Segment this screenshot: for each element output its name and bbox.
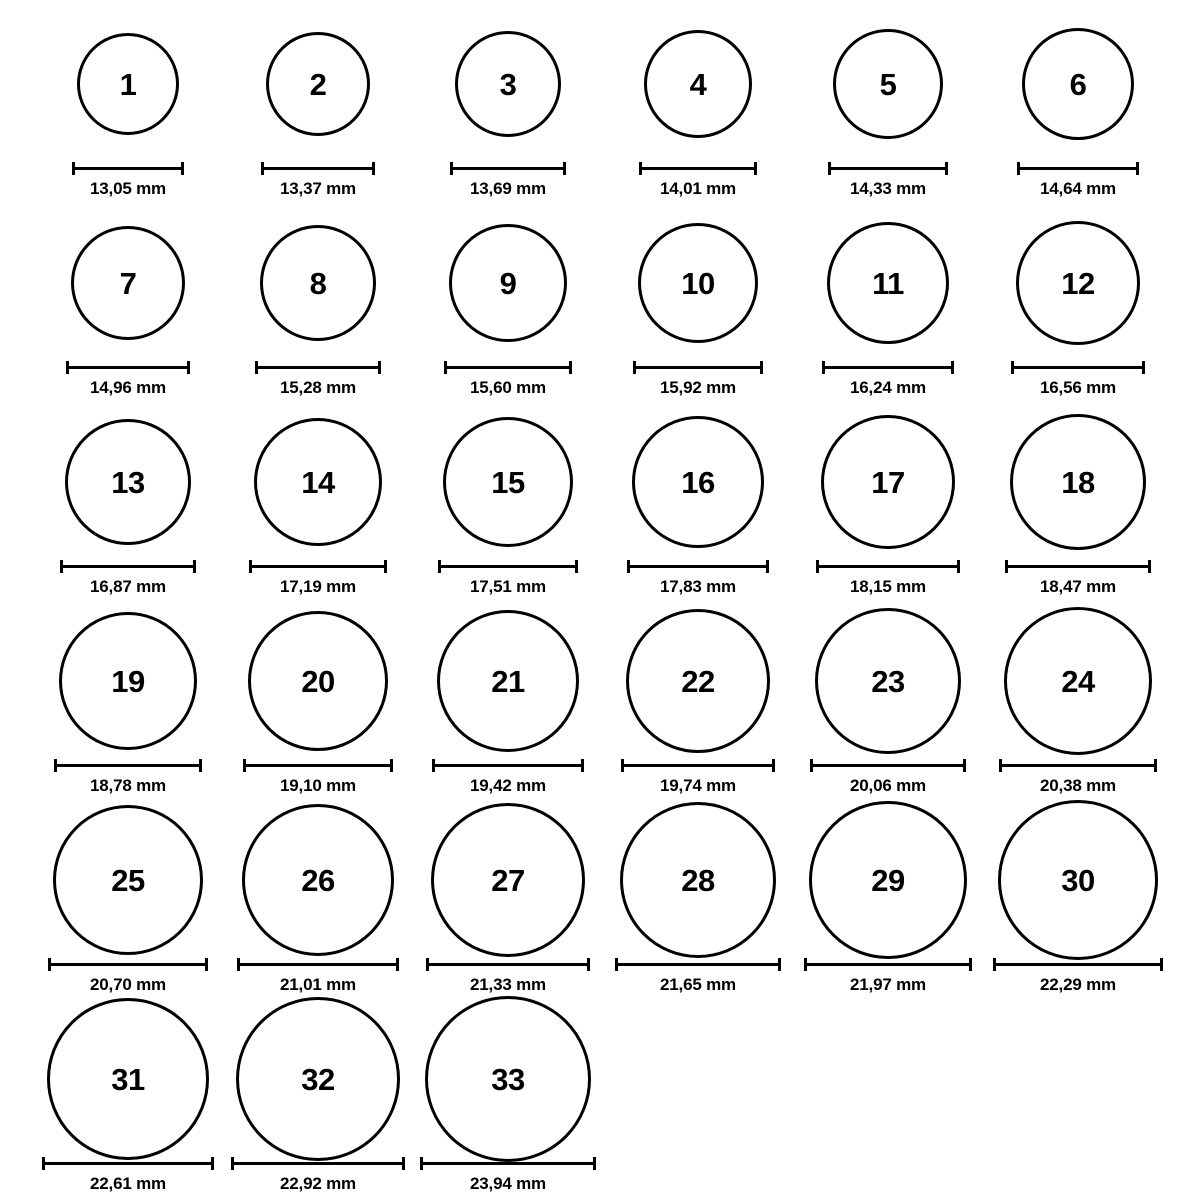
ring-size-cell <box>33 1003 223 1202</box>
measure-line-icon <box>237 963 399 966</box>
ring-size-number: 16 <box>681 464 715 500</box>
ring-circle-wrap <box>603 605 793 757</box>
measure-cap-left-icon <box>615 958 618 971</box>
ring-circle <box>260 225 376 341</box>
ring-circle-wrap <box>603 804 793 956</box>
ring-circle-wrap <box>223 406 413 558</box>
measure-line-icon <box>426 963 590 966</box>
ring-size-number: 15 <box>491 464 525 500</box>
ring-size-cell <box>793 605 983 804</box>
measure-cap-left-icon <box>621 759 624 772</box>
ring-circle <box>1004 607 1152 755</box>
measure-line-icon <box>72 167 184 170</box>
measure-cap-right-icon <box>957 560 960 573</box>
measure-line-icon <box>231 1162 405 1165</box>
measure-line-icon <box>450 167 566 170</box>
measure-line-icon <box>42 1162 214 1165</box>
diameter-measure-bar <box>639 162 757 174</box>
diameter-measure-bar <box>633 361 763 373</box>
diameter-label: 18,15 mm <box>850 577 926 596</box>
measure-line-icon <box>810 764 966 767</box>
measure-cap-right-icon <box>1160 958 1163 971</box>
measure-line-icon <box>243 764 393 767</box>
measure-line-icon <box>66 366 190 369</box>
measure-cap-right-icon <box>581 759 584 772</box>
measure-cap-left-icon <box>72 162 75 175</box>
ring-circle <box>821 415 955 549</box>
measure-cap-right-icon <box>390 759 393 772</box>
ring-size-cell <box>983 804 1173 1003</box>
measure-cap-left-icon <box>66 361 69 374</box>
diameter-label: 23,94 mm <box>470 1174 546 1193</box>
measure-cap-right-icon <box>945 162 948 175</box>
ring-circle <box>254 418 382 546</box>
ring-size-cell <box>33 207 223 406</box>
diameter-measure-bar <box>432 759 584 771</box>
diameter-label: 17,83 mm <box>660 577 736 596</box>
ring-size-number: 1 <box>119 66 137 102</box>
measure-line-icon <box>48 963 208 966</box>
diameter-measure-bar <box>810 759 966 771</box>
measure-cap-left-icon <box>633 361 636 374</box>
measure-line-icon <box>420 1162 596 1165</box>
ring-circle-wrap <box>983 207 1173 359</box>
measure-cap-right-icon <box>181 162 184 175</box>
diameter-label: 22,29 mm <box>1040 975 1116 994</box>
measure-cap-right-icon <box>969 958 972 971</box>
measure-cap-right-icon <box>772 759 775 772</box>
diameter-measure-bar <box>1005 560 1151 572</box>
measure-line-icon <box>999 764 1157 767</box>
diameter-label: 19,74 mm <box>660 776 736 795</box>
ring-size-number: 21 <box>491 663 525 699</box>
diameter-measure-bar <box>261 162 375 174</box>
measure-cap-right-icon <box>372 162 375 175</box>
diameter-label: 20,70 mm <box>90 975 166 994</box>
ring-circle-wrap <box>983 8 1173 160</box>
measure-cap-right-icon <box>760 361 763 374</box>
measure-cap-left-icon <box>639 162 642 175</box>
diameter-measure-bar <box>48 958 208 970</box>
diameter-measure-bar <box>231 1157 405 1169</box>
measure-line-icon <box>621 764 775 767</box>
measure-cap-right-icon <box>187 361 190 374</box>
measure-cap-right-icon <box>1148 560 1151 573</box>
ring-circle-wrap <box>793 406 983 558</box>
ring-size-number: 31 <box>111 1061 145 1097</box>
ring-circle <box>1022 28 1134 140</box>
measure-line-icon <box>261 167 375 170</box>
ring-size-cell <box>793 804 983 1003</box>
diameter-label: 14,01 mm <box>660 179 736 198</box>
ring-size-cell <box>793 8 983 207</box>
measure-cap-right-icon <box>951 361 954 374</box>
ring-size-cell <box>223 207 413 406</box>
ring-circle <box>437 610 579 752</box>
measure-line-icon <box>804 963 972 966</box>
ring-size-cell <box>603 406 793 605</box>
diameter-measure-bar <box>438 560 578 572</box>
ring-circle <box>65 419 191 545</box>
diameter-label: 16,87 mm <box>90 577 166 596</box>
ring-size-cell <box>793 207 983 406</box>
measure-cap-right-icon <box>1142 361 1145 374</box>
measure-line-icon <box>633 366 763 369</box>
ring-size-number: 10 <box>681 265 715 301</box>
diameter-measure-bar <box>627 560 769 572</box>
diameter-measure-bar <box>66 361 190 373</box>
ring-size-cell <box>413 1003 603 1202</box>
ring-circle <box>626 609 770 753</box>
diameter-measure-bar <box>237 958 399 970</box>
ring-size-cell <box>603 804 793 1003</box>
ring-size-cell <box>223 8 413 207</box>
diameter-label: 22,61 mm <box>90 1174 166 1193</box>
diameter-label: 19,10 mm <box>280 776 356 795</box>
ring-size-cell <box>983 406 1173 605</box>
ring-circle-wrap <box>413 1003 603 1155</box>
ring-circle-wrap <box>603 8 793 160</box>
measure-cap-right-icon <box>396 958 399 971</box>
ring-size-cell <box>33 8 223 207</box>
ring-size-cell <box>793 406 983 605</box>
diameter-measure-bar <box>450 162 566 174</box>
ring-size-cell <box>223 406 413 605</box>
ring-circle-wrap <box>33 804 223 956</box>
ring-circle <box>449 224 567 342</box>
ring-circle-wrap <box>223 605 413 757</box>
measure-cap-left-icon <box>231 1157 234 1170</box>
measure-cap-left-icon <box>438 560 441 573</box>
measure-cap-left-icon <box>450 162 453 175</box>
measure-cap-left-icon <box>54 759 57 772</box>
measure-cap-left-icon <box>60 560 63 573</box>
ring-circle-wrap <box>33 1003 223 1155</box>
ring-circle-wrap <box>223 804 413 956</box>
ring-size-cell <box>223 1003 413 1202</box>
measure-cap-left-icon <box>426 958 429 971</box>
ring-circle-wrap <box>793 804 983 956</box>
ring-size-cell <box>413 8 603 207</box>
diameter-measure-bar <box>621 759 775 771</box>
ring-circle-wrap <box>983 605 1173 757</box>
measure-cap-left-icon <box>1017 162 1020 175</box>
measure-line-icon <box>438 565 578 568</box>
ring-size-cell <box>983 207 1173 406</box>
ring-size-number: 19 <box>111 663 145 699</box>
diameter-label: 19,42 mm <box>470 776 546 795</box>
ring-circle <box>455 31 561 137</box>
measure-cap-left-icon <box>999 759 1002 772</box>
measure-cap-left-icon <box>420 1157 423 1170</box>
ring-size-cell <box>603 207 793 406</box>
ring-circle-wrap <box>793 605 983 757</box>
measure-cap-left-icon <box>255 361 258 374</box>
diameter-label: 20,38 mm <box>1040 776 1116 795</box>
measure-line-icon <box>828 167 948 170</box>
measure-line-icon <box>255 366 381 369</box>
measure-line-icon <box>249 565 387 568</box>
ring-size-cell <box>413 406 603 605</box>
diameter-measure-bar <box>420 1157 596 1169</box>
diameter-label: 21,01 mm <box>280 975 356 994</box>
ring-circle-wrap <box>413 804 603 956</box>
measure-cap-right-icon <box>205 958 208 971</box>
ring-circle-wrap <box>33 8 223 160</box>
ring-size-cell <box>223 605 413 804</box>
ring-circle-wrap <box>413 406 603 558</box>
ring-circle <box>632 416 764 548</box>
measure-cap-right-icon <box>199 759 202 772</box>
measure-cap-left-icon <box>993 958 996 971</box>
measure-cap-right-icon <box>1154 759 1157 772</box>
diameter-measure-bar <box>243 759 393 771</box>
diameter-measure-bar <box>999 759 1157 771</box>
diameter-label: 13,69 mm <box>470 179 546 198</box>
ring-size-number: 13 <box>111 464 145 500</box>
ring-circle <box>998 800 1158 960</box>
ring-circle <box>815 608 961 754</box>
measure-cap-left-icon <box>237 958 240 971</box>
diameter-measure-bar <box>804 958 972 970</box>
ring-circle-wrap <box>33 605 223 757</box>
ring-circle-wrap <box>983 804 1173 956</box>
ring-size-cell <box>603 605 793 804</box>
ring-size-number: 7 <box>119 265 137 301</box>
ring-size-cell <box>413 605 603 804</box>
ring-circle <box>1016 221 1140 345</box>
diameter-measure-bar <box>426 958 590 970</box>
ring-size-cell <box>413 207 603 406</box>
ring-size-number: 24 <box>1061 663 1095 699</box>
ring-circle <box>77 33 179 135</box>
measure-line-icon <box>60 565 196 568</box>
ring-circle <box>266 32 370 136</box>
diameter-label: 18,78 mm <box>90 776 166 795</box>
diameter-measure-bar <box>249 560 387 572</box>
ring-circle <box>638 223 758 343</box>
measure-cap-right-icon <box>563 162 566 175</box>
ring-circle-wrap <box>33 207 223 359</box>
ring-circle <box>644 30 752 138</box>
ring-circle <box>248 611 388 751</box>
ring-circle <box>431 803 585 957</box>
ring-size-number: 17 <box>871 464 905 500</box>
measure-cap-left-icon <box>627 560 630 573</box>
ring-size-number: 3 <box>499 66 517 102</box>
measure-cap-left-icon <box>1011 361 1014 374</box>
measure-cap-right-icon <box>193 560 196 573</box>
ring-circle-wrap <box>603 207 793 359</box>
measure-line-icon <box>816 565 960 568</box>
diameter-label: 14,64 mm <box>1040 179 1116 198</box>
ring-size-number: 23 <box>871 663 905 699</box>
measure-cap-left-icon <box>444 361 447 374</box>
measure-line-icon <box>54 764 202 767</box>
diameter-label: 21,33 mm <box>470 975 546 994</box>
measure-cap-right-icon <box>569 361 572 374</box>
ring-circle-wrap <box>603 406 793 558</box>
measure-cap-right-icon <box>211 1157 214 1170</box>
ring-size-number: 28 <box>681 862 715 898</box>
measure-line-icon <box>1017 167 1139 170</box>
diameter-label: 15,92 mm <box>660 378 736 397</box>
diameter-measure-bar <box>816 560 960 572</box>
ring-circle-wrap <box>793 8 983 160</box>
ring-size-number: 8 <box>309 265 327 301</box>
ring-circle-wrap <box>413 8 603 160</box>
diameter-label: 17,51 mm <box>470 577 546 596</box>
measure-cap-right-icon <box>963 759 966 772</box>
diameter-measure-bar <box>822 361 954 373</box>
measure-line-icon <box>993 963 1163 966</box>
ring-circle <box>827 222 949 344</box>
diameter-label: 15,28 mm <box>280 378 356 397</box>
measure-cap-left-icon <box>822 361 825 374</box>
ring-circle-wrap <box>793 207 983 359</box>
diameter-label: 16,56 mm <box>1040 378 1116 397</box>
measure-cap-right-icon <box>402 1157 405 1170</box>
ring-circle-wrap <box>223 207 413 359</box>
ring-circle <box>809 801 967 959</box>
measure-cap-left-icon <box>804 958 807 971</box>
ring-circle <box>47 998 209 1160</box>
diameter-label: 21,65 mm <box>660 975 736 994</box>
measure-cap-right-icon <box>754 162 757 175</box>
measure-cap-left-icon <box>249 560 252 573</box>
measure-cap-right-icon <box>378 361 381 374</box>
diameter-measure-bar <box>255 361 381 373</box>
ring-size-number: 4 <box>689 66 707 102</box>
ring-size-number: 20 <box>301 663 335 699</box>
ring-size-number: 18 <box>1061 464 1095 500</box>
ring-circle-wrap <box>983 406 1173 558</box>
ring-circle <box>71 226 185 340</box>
measure-cap-right-icon <box>384 560 387 573</box>
ring-circle-wrap <box>413 605 603 757</box>
ring-circle <box>620 802 776 958</box>
measure-line-icon <box>639 167 757 170</box>
ring-size-number: 22 <box>681 663 715 699</box>
ring-size-number: 30 <box>1061 862 1095 898</box>
ring-circle <box>59 612 197 750</box>
diameter-label: 20,06 mm <box>850 776 926 795</box>
ring-size-number: 14 <box>301 464 335 500</box>
diameter-label: 14,33 mm <box>850 179 926 198</box>
measure-line-icon <box>627 565 769 568</box>
ring-circle <box>833 29 943 139</box>
measure-cap-right-icon <box>587 958 590 971</box>
ring-size-number: 11 <box>872 265 904 301</box>
measure-cap-left-icon <box>810 759 813 772</box>
diameter-measure-bar <box>993 958 1163 970</box>
ring-circle-wrap <box>33 406 223 558</box>
ring-circle <box>1010 414 1146 550</box>
diameter-label: 16,24 mm <box>850 378 926 397</box>
ring-circle <box>236 997 400 1161</box>
ring-size-cell <box>413 804 603 1003</box>
diameter-label: 15,60 mm <box>470 378 546 397</box>
diameter-measure-bar <box>42 1157 214 1169</box>
ring-circle-wrap <box>223 8 413 160</box>
measure-line-icon <box>1005 565 1151 568</box>
ring-size-cell <box>983 8 1173 207</box>
ring-circle <box>53 805 203 955</box>
measure-line-icon <box>822 366 954 369</box>
measure-cap-left-icon <box>261 162 264 175</box>
measure-cap-right-icon <box>1136 162 1139 175</box>
ring-size-cell <box>983 605 1173 804</box>
diameter-label: 21,97 mm <box>850 975 926 994</box>
ring-circle <box>443 417 573 547</box>
measure-cap-left-icon <box>1005 560 1008 573</box>
diameter-measure-bar <box>54 759 202 771</box>
diameter-measure-bar <box>1011 361 1145 373</box>
ring-circle <box>242 804 394 956</box>
measure-line-icon <box>1011 366 1145 369</box>
ring-size-number: 12 <box>1061 265 1095 301</box>
measure-cap-right-icon <box>593 1157 596 1170</box>
ring-size-number: 5 <box>879 66 897 102</box>
diameter-label: 22,92 mm <box>280 1174 356 1193</box>
diameter-measure-bar <box>615 958 781 970</box>
ring-size-number: 2 <box>309 66 327 102</box>
ring-size-number: 25 <box>111 862 145 898</box>
measure-cap-right-icon <box>575 560 578 573</box>
ring-circle-wrap <box>413 207 603 359</box>
measure-cap-left-icon <box>816 560 819 573</box>
measure-cap-left-icon <box>42 1157 45 1170</box>
ring-size-number: 6 <box>1069 66 1087 102</box>
measure-cap-left-icon <box>48 958 51 971</box>
ring-size-cell <box>603 8 793 207</box>
ring-size-cell <box>33 804 223 1003</box>
diameter-measure-bar <box>444 361 572 373</box>
ring-size-number: 9 <box>499 265 517 301</box>
ring-circle <box>425 996 591 1162</box>
ring-size-cell <box>33 406 223 605</box>
diameter-measure-bar <box>1017 162 1139 174</box>
diameter-measure-bar <box>828 162 948 174</box>
ring-circle-wrap <box>223 1003 413 1155</box>
diameter-label: 13,05 mm <box>90 179 166 198</box>
diameter-label: 17,19 mm <box>280 577 356 596</box>
measure-cap-right-icon <box>778 958 781 971</box>
diameter-measure-bar <box>60 560 196 572</box>
ring-size-number: 33 <box>491 1061 525 1097</box>
diameter-label: 13,37 mm <box>280 179 356 198</box>
diameter-label: 14,96 mm <box>90 378 166 397</box>
ring-size-cell <box>223 804 413 1003</box>
measure-cap-left-icon <box>828 162 831 175</box>
ring-size-number: 32 <box>301 1061 335 1097</box>
measure-cap-left-icon <box>432 759 435 772</box>
measure-cap-left-icon <box>243 759 246 772</box>
measure-line-icon <box>444 366 572 369</box>
ring-size-cell <box>33 605 223 804</box>
ring-size-number: 26 <box>301 862 335 898</box>
ring-size-number: 27 <box>491 862 525 898</box>
diameter-measure-bar <box>72 162 184 174</box>
measure-line-icon <box>615 963 781 966</box>
diameter-label: 18,47 mm <box>1040 577 1116 596</box>
measure-cap-right-icon <box>766 560 769 573</box>
ring-size-number: 29 <box>871 862 905 898</box>
measure-line-icon <box>432 764 584 767</box>
